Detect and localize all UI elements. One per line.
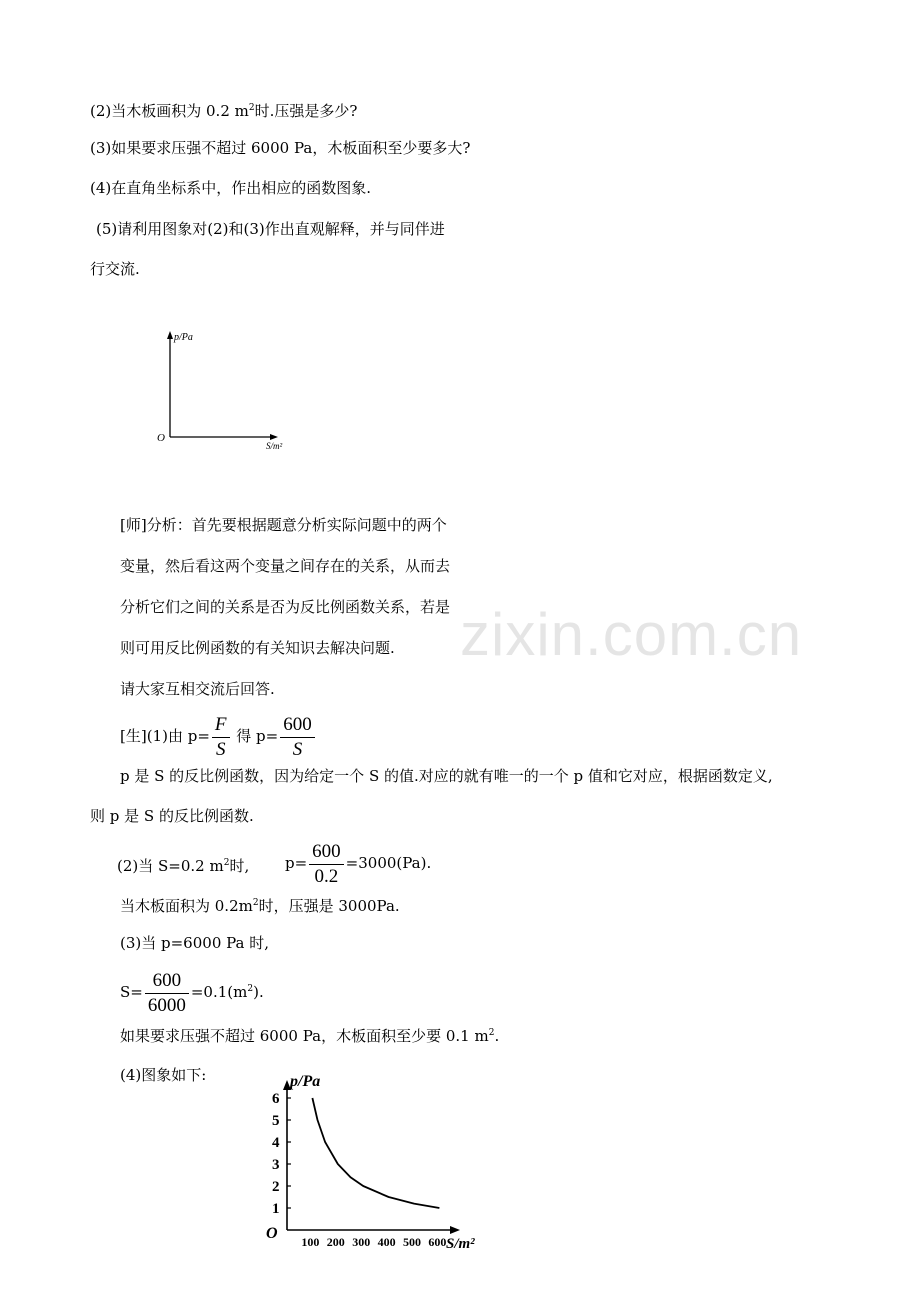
answer-2-conclusion [120, 893, 400, 916]
x-tick-label: 300 [352, 1235, 371, 1249]
a2-pre: (2)当 S=0.2 m [117, 857, 224, 875]
y-tick-label: 2 [272, 1179, 280, 1195]
question-5-line2: 行交流. [90, 260, 140, 278]
y-tick-label: 5 [272, 1113, 280, 1129]
empty-y-label: p/Pa [174, 332, 193, 343]
a2-concl-sup: 2 [252, 898, 259, 908]
a3-concl-pre: 如果要求压强不超过 6000 Pa，木板面积至少要 0.1 m [120, 1027, 489, 1045]
question-5-line1: (5)请利用图象对(2)和(3)作出直观解释，并与同伴进 [96, 220, 445, 238]
x-axis-arrow [450, 1226, 460, 1234]
a3-eq-post: =0.1(m [190, 983, 248, 1001]
a3-eq-sup: 2 [247, 984, 254, 994]
q2-text-end: 时.压强是多少? [254, 102, 358, 120]
a2-concl-post: 时，压强是 3000Pa. [258, 897, 400, 915]
answer-2-equation [285, 836, 431, 890]
answer-1-conclusion: 则 p 是 S 的反比例函数. [90, 807, 254, 825]
x-tick-label: 600 [428, 1235, 447, 1249]
student-answer-3: (3)当 p=6000 Pa 时, [120, 934, 270, 952]
inverse-function-chart [260, 1068, 490, 1252]
q2-text: (2)当木板画积为 0.2 m [90, 102, 249, 120]
teacher-line-4: 则可用反比例函数的有关知识去解决问题. [120, 639, 395, 657]
student-answer-4: (4)图象如下: [120, 1066, 207, 1084]
student-answer-1 [120, 709, 317, 763]
empty-coordinate-graph [150, 325, 310, 455]
a2-post: 时, [229, 857, 250, 875]
x-axis-label: S/m² [446, 1236, 475, 1252]
a2-eq-post: =3000(Pa). [345, 854, 432, 872]
empty-x-arrow [270, 434, 278, 440]
a2-sup: 2 [223, 858, 230, 868]
fraction-denominator: S [292, 738, 303, 760]
y-tick-label: 6 [272, 1091, 280, 1107]
fraction-denominator: 0.2 [314, 865, 339, 887]
a1-mid: 得 p= [231, 727, 279, 745]
fraction-600-over-0.2 [309, 840, 344, 889]
empty-y-arrow [167, 331, 173, 339]
y-tick-label: 1 [272, 1201, 280, 1217]
fraction-denominator: S [215, 738, 226, 760]
answer-1-explanation: p 是 S 的反比例函数，因为给定一个 S 的值.对应的就有唯一的一个 p 值和它对应，根据函数定义, [120, 767, 773, 785]
x-tick-label: 200 [326, 1235, 345, 1249]
x-tick-label: 100 [301, 1235, 320, 1249]
answer-3-equation [120, 962, 264, 1019]
fraction-600-over-6000 [145, 969, 189, 1018]
fraction-600-over-s [280, 713, 315, 762]
student-answer-2 [117, 836, 249, 893]
y-axis-label: p/Pa [290, 1073, 321, 1090]
a3-eq-pre: S= [120, 983, 143, 1001]
y-tick-label: 3 [272, 1157, 280, 1173]
a3-concl-sup: 2 [488, 1028, 495, 1038]
origin-label: O [266, 1225, 278, 1242]
teacher-line-5: 请大家互相交流后回答. [120, 680, 275, 698]
watermark: zixin.com.cn [460, 601, 803, 668]
fraction-numerator: 600 [280, 713, 315, 738]
question-3: (3)如果要求压强不超过 6000 Pa，木板面积至少要多大? [90, 139, 471, 157]
x-tick-label: 400 [377, 1235, 396, 1249]
fraction-numerator: F [212, 713, 230, 738]
a2-concl-pre: 当木板面积为 0.2m [120, 897, 253, 915]
a3-concl-post: . [494, 1027, 500, 1045]
question-2 [90, 98, 357, 121]
empty-x-label: S/m² [266, 441, 283, 451]
fraction-denominator: 6000 [147, 994, 186, 1016]
a2-eq-pre: p= [285, 854, 308, 872]
fraction-f-over-s [212, 713, 230, 762]
teacher-line-3: 分析它们之间的关系是否为反比例函数关系，若是 [120, 598, 451, 616]
q2-sup: 2 [248, 103, 255, 113]
a3-eq-end: ). [253, 983, 264, 1001]
teacher-line-2: 变量，然后看这两个变量之间存在的关系，从而去 [120, 557, 451, 575]
answer-3-conclusion [120, 1023, 499, 1046]
fraction-numerator: 600 [309, 840, 344, 865]
function-curve [312, 1098, 439, 1208]
fraction-numerator: 600 [145, 969, 189, 994]
teacher-line-1: [师]分析：首先要根据题意分析实际问题中的两个 [120, 516, 447, 534]
x-tick-label: 500 [403, 1235, 421, 1249]
empty-origin: O [157, 432, 165, 444]
y-tick-label: 4 [272, 1135, 280, 1151]
question-4: (4)在直角坐标系中，作出相应的函数图象. [90, 179, 372, 197]
a1-prefix: [生](1)由 p= [120, 727, 210, 745]
